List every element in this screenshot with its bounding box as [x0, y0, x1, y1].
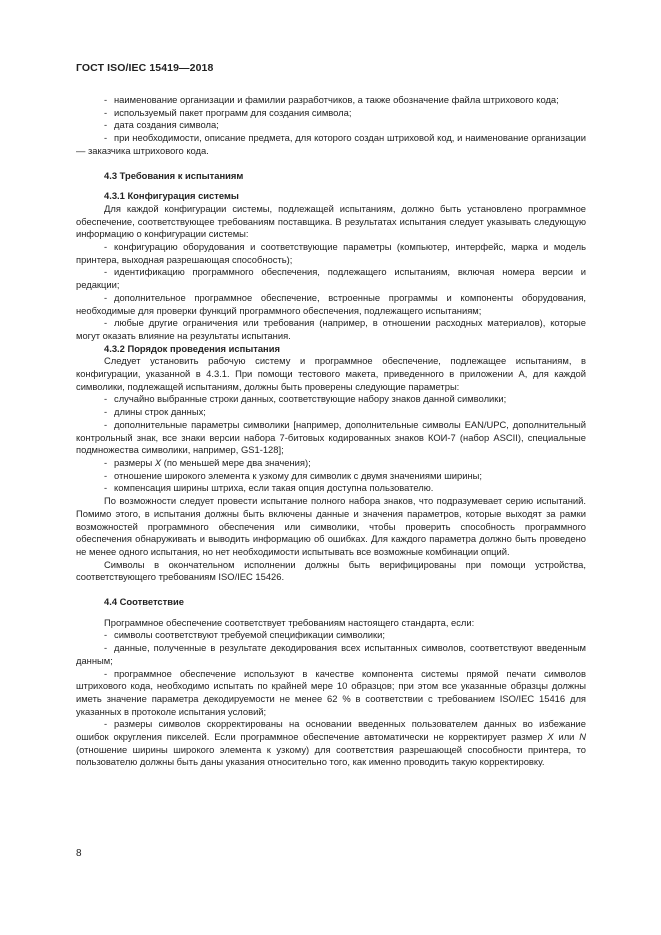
list-dash: -: [104, 667, 108, 679]
list-dash: -: [104, 469, 108, 481]
variable-x: X: [154, 456, 162, 468]
list-dash: -: [104, 629, 108, 641]
list-item: - дата создания символа;: [104, 119, 219, 131]
list-dash: -: [104, 718, 108, 730]
list-dash: -: [104, 241, 108, 253]
paragraph: Для каждой конфигурации системы, подлежащей испытаниям, должно быть установлено программное обеспечение, соответствующее требованиям поставщика. В результатах испытания следует указывать следующую информацию о конфигурации системы:: [76, 202, 586, 240]
list-dash: -: [104, 456, 108, 468]
list-dash: -: [104, 418, 108, 430]
list-dash: -: [104, 393, 108, 405]
paragraph: Следует установить рабочую систему и программное обеспечение, подлежащее испытаниям, в конфигурации, указанной в 4.3.1. При помощи тестового макета, приведенного в приложении А, для каждой символики, подлежащей испытаниям, должны быть проверены следующие параметры:: [76, 355, 586, 392]
list-dash: -: [104, 406, 108, 418]
list-item: - программное обеспечение используют в качестве компонента системы прямой печати символов штрихового кода, необходимо испытать по крайней мере 10 образцов; при этом все указанные образцы должны иметь значение параметра декодируемости не менее 62 % в соответствии с требованием ISO/IEC 15416 для указанных в протоколе испытания условий;: [76, 667, 586, 717]
list-item: - данные, полученные в результате декодирования всех испытанных символов, соответствуют введенным данным;: [76, 642, 586, 666]
page-number: 8: [76, 848, 82, 859]
list-item: - дополнительные параметры символики [например, дополнительные символы EAN/UPC, дополнительный контрольный знак, все знаки версии набора 7-битовых кодированных знаков КОИ-7 (набор ASCII), специальные подмножества символики, например, GS1-128];: [76, 418, 586, 456]
list-item: - идентификацию программного обеспечения, подлежащего испытаниям, включая номера версии и редакции;: [76, 266, 586, 291]
variable-x: X: [547, 731, 554, 743]
section-heading-4-3: 4.3 Требования к испытаниям: [104, 169, 244, 181]
list-item: - конфигурацию оборудования и соответствующие параметры (компьютер, интерфейс, марка и модель принтера, выходная разрешающая способность);: [76, 241, 586, 265]
paragraph: Программное обеспечение соответствует требованиям настоящего стандарта, если:: [104, 616, 475, 628]
list-item: - любые другие ограничения или требования (например, в отношении расходных материалов), которые могут оказать влияние на результаты испытания.: [76, 317, 586, 341]
list-dash: -: [104, 94, 108, 105]
list-dash: -: [104, 106, 108, 118]
list-item: - дополнительное программное обеспечение, встроенные программы и компоненты оборудования, необходимые для проверки функций программного обеспечения, подлежащего испытаниям;: [76, 291, 586, 316]
list-item: - компенсация ширины штриха, если такая опция доступна пользователю.: [104, 482, 434, 494]
subsection-heading-4-3-1: 4.3.1 Конфигурация системы: [104, 190, 239, 202]
list-item: - размеры X (по меньшей мере два значения);: [104, 456, 311, 468]
paragraph: Символы в окончательном исполнении должны быть верифицированы при помощи устройства, соответствующего требованиям ISO/IEC 15426.: [76, 558, 586, 583]
section-heading-4-4: 4.4 Соответствие: [104, 596, 184, 608]
list-item: - при необходимости, описание предмета, для которого создан штриховой код, и наименование организации — заказчика штрихового кода.: [76, 132, 586, 156]
running-header: ГОСТ ISO/IEC 15419—2018: [76, 62, 214, 74]
list-dash: -: [104, 642, 108, 654]
list-dash: -: [104, 266, 108, 278]
list-item: - отношение широкого элемента к узкому для символик с двумя значениями ширины;: [104, 469, 482, 481]
list-dash: -: [104, 317, 108, 329]
list-dash: -: [104, 291, 108, 303]
list-item: - используемый пакет программ для создания символа;: [104, 106, 352, 118]
list-dash: -: [104, 482, 108, 494]
list-item: - символы соответствуют требуемой спецификации символики;: [104, 629, 385, 641]
list-dash: -: [104, 132, 108, 144]
page-content: [76, 94, 586, 769]
variable-n: N: [579, 731, 586, 743]
list-dash: -: [104, 119, 108, 131]
list-item: - случайно выбранные строки данных, соответствующие набору знаков данной символики;: [104, 393, 507, 405]
list-item: - размеры символов скорректированы на основании введенных пользователем данных во избежание ошибок округления пикселей. Если программное обеспечение автоматически не корректирует размер X или N (отношение ширины широкого элемента к узкому) для соответствия разрешающей способности принтера, то пользователю должны быть даны указания относительно того, как именно проводить такую корректировку.: [76, 718, 586, 768]
paragraph: По возможности следует провести испытание полного набора знаков, что подразумевает серию испытаний. Помимо этого, в испытания должны быть включены данные и значения параметров, которые выходят за рамки возможностей программного обеспечения или символики, чтобы проверить способность программного обеспечения обнаруживать и выводить информацию об ошибках. Для каждого параметра должно быть проведено не менее одного испытания, но нет необходимости испытывать все возможные комбинации опций.: [76, 495, 586, 557]
list-item: - длины строк данных;: [104, 406, 206, 418]
subsection-heading-4-3-2: 4.3.2 Порядок проведения испытания: [104, 342, 280, 354]
list-item: - наименование организации и фамилии разработчиков, а также обозначение файла штрихового кода;: [104, 94, 559, 105]
